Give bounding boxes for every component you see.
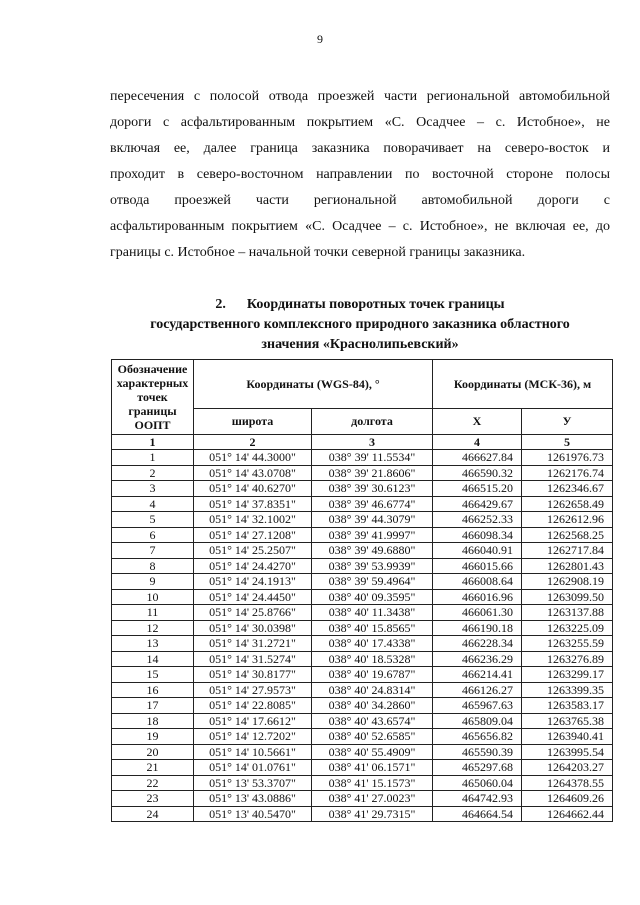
y-coordinate-cell: 1262568.25 [522,527,613,543]
y-coordinate-cell: 1262346.67 [522,481,613,497]
table-row [112,589,613,605]
longitude-cell: 038° 39' 46.6774" [312,496,433,512]
y-coordinate-cell: 1261976.73 [522,450,613,466]
header-msk36: Координаты (МСК-36), м [433,360,613,409]
table-row [112,775,613,791]
header-longitude: долгота [312,409,433,435]
column-number-row [112,435,613,450]
table-row [112,450,613,466]
y-coordinate-cell: 1264662.44 [522,806,613,822]
point-number-cell: 3 [112,481,194,497]
point-number-cell: 22 [112,775,194,791]
point-number-cell: 6 [112,527,194,543]
x-coordinate-cell: 464742.93 [433,791,522,807]
table-row [112,682,613,698]
table-row [112,698,613,714]
longitude-cell: 038° 40' 09.3595" [312,589,433,605]
longitude-cell: 038° 40' 24.8314" [312,682,433,698]
point-number-cell: 11 [112,605,194,621]
longitude-cell: 038° 40' 34.2860" [312,698,433,714]
column-number: 5 [522,435,613,450]
latitude-cell: 051° 14' 30.0398" [194,620,312,636]
longitude-cell: 038° 39' 11.5534" [312,450,433,466]
latitude-cell: 051° 14' 25.2507" [194,543,312,559]
paragraph-line: включая ее, далее граница заказника поворачивает на северо-восток и [110,141,610,156]
point-number-cell: 5 [112,512,194,528]
x-coordinate-cell: 465060.04 [433,775,522,791]
header-y: У [522,409,613,435]
y-coordinate-cell: 1263255.59 [522,636,613,652]
latitude-cell: 051° 14' 44.3000" [194,450,312,466]
latitude-cell: 051° 14' 24.4450" [194,589,312,605]
header-latitude: широта [194,409,312,435]
latitude-cell: 051° 13' 53.3707" [194,775,312,791]
table-row [112,806,613,822]
table-row [112,620,613,636]
table-row [112,496,613,512]
x-coordinate-cell: 466515.20 [433,481,522,497]
table-row [112,543,613,559]
column-number: 3 [312,435,433,450]
y-coordinate-cell: 1262612.96 [522,512,613,528]
x-coordinate-cell: 466590.32 [433,465,522,481]
coordinates-table-body [112,450,613,822]
latitude-cell: 051° 14' 24.4270" [194,558,312,574]
point-number-cell: 8 [112,558,194,574]
x-coordinate-cell: 466228.34 [433,636,522,652]
longitude-cell: 038° 40' 18.5328" [312,651,433,667]
longitude-cell: 038° 41' 29.7315" [312,806,433,822]
latitude-cell: 051° 14' 01.0761" [194,760,312,776]
point-number-cell: 21 [112,760,194,776]
table-row [112,558,613,574]
longitude-cell: 038° 40' 55.4909" [312,744,433,760]
point-number-cell: 16 [112,682,194,698]
x-coordinate-cell: 465809.04 [433,713,522,729]
longitude-cell: 038° 39' 21.8606" [312,465,433,481]
y-coordinate-cell: 1262658.49 [522,496,613,512]
point-number-cell: 19 [112,729,194,745]
longitude-cell: 038° 39' 59.4964" [312,574,433,590]
table-row [112,729,613,745]
x-coordinate-cell: 466008.64 [433,574,522,590]
point-number-cell: 2 [112,465,194,481]
point-number-cell: 20 [112,744,194,760]
longitude-cell: 038° 39' 41.9997" [312,527,433,543]
longitude-cell: 038° 39' 53.9939" [312,558,433,574]
paragraph-line: проходит в северо-восточном направлении по восточной стороне полосы [110,167,610,182]
paragraph-line: дороги с асфальтированным покрытием «С. Осадчее – с. Истобное», не [110,115,610,130]
latitude-cell: 051° 13' 40.5470" [194,806,312,822]
x-coordinate-cell: 466627.84 [433,450,522,466]
longitude-cell: 038° 40' 15.8565" [312,620,433,636]
latitude-cell: 051° 14' 27.9573" [194,682,312,698]
latitude-cell: 051° 14' 27.1208" [194,527,312,543]
paragraph-line: асфальтированным покрытием «С. Осадчее – с. Истобное», не включая ее, до [110,219,610,234]
y-coordinate-cell: 1262908.19 [522,574,613,590]
coordinates-table [111,359,613,822]
paragraph-line: пересечения с полосой отвода проезжей части региональной автомобильной [110,89,610,104]
longitude-cell: 038° 40' 17.4338" [312,636,433,652]
point-number-cell: 14 [112,651,194,667]
y-coordinate-cell: 1263276.89 [522,651,613,667]
longitude-cell: 038° 39' 44.3079" [312,512,433,528]
x-coordinate-cell: 466126.27 [433,682,522,698]
y-coordinate-cell: 1263765.38 [522,713,613,729]
longitude-cell: 038° 40' 43.6574" [312,713,433,729]
latitude-cell: 051° 14' 40.6270" [194,481,312,497]
point-number-cell: 24 [112,806,194,822]
latitude-cell: 051° 13' 43.0886" [194,791,312,807]
latitude-cell: 051° 14' 30.8177" [194,667,312,683]
x-coordinate-cell: 465656.82 [433,729,522,745]
x-coordinate-cell: 466061.30 [433,605,522,621]
y-coordinate-cell: 1263225.09 [522,620,613,636]
header-wgs84: Координаты (WGS-84), ° [194,360,433,409]
y-coordinate-cell: 1262801.43 [522,558,613,574]
table-row [112,651,613,667]
paragraph-line: отвода проезжей части региональной автомобильной дороги с [110,193,610,208]
header-designation: Обозначение характерных точек границы ООПТ [112,360,194,435]
section-heading [100,295,620,355]
x-coordinate-cell: 465590.39 [433,744,522,760]
latitude-cell: 051° 14' 17.6612" [194,713,312,729]
longitude-cell: 038° 39' 49.6880" [312,543,433,559]
longitude-cell: 038° 40' 19.6787" [312,667,433,683]
y-coordinate-cell: 1263099.50 [522,589,613,605]
table-row [112,713,613,729]
column-number: 1 [112,435,194,450]
latitude-cell: 051° 14' 31.2721" [194,636,312,652]
longitude-cell: 038° 41' 27.0023" [312,791,433,807]
latitude-cell: 051° 14' 31.5274" [194,651,312,667]
latitude-cell: 051° 14' 43.0708" [194,465,312,481]
paragraph-line: границы с. Истобное – начальной точки северной границы заказника. [110,245,526,260]
table-row [112,760,613,776]
x-coordinate-cell: 465967.63 [433,698,522,714]
y-coordinate-cell: 1264203.27 [522,760,613,776]
table-row [112,744,613,760]
latitude-cell: 051° 14' 22.8085" [194,698,312,714]
latitude-cell: 051° 14' 10.5661" [194,744,312,760]
point-number-cell: 10 [112,589,194,605]
table-row [112,636,613,652]
y-coordinate-cell: 1263995.54 [522,744,613,760]
point-number-cell: 17 [112,698,194,714]
column-number: 4 [433,435,522,450]
x-coordinate-cell: 466015.66 [433,558,522,574]
x-coordinate-cell: 466098.34 [433,527,522,543]
longitude-cell: 038° 39' 30.6123" [312,481,433,497]
longitude-cell: 038° 41' 06.1571" [312,760,433,776]
y-coordinate-cell: 1264378.55 [522,775,613,791]
table-row [112,512,613,528]
point-number-cell: 9 [112,574,194,590]
longitude-cell: 038° 41' 15.1573" [312,775,433,791]
table-row [112,791,613,807]
x-coordinate-cell: 466236.29 [433,651,522,667]
latitude-cell: 051° 14' 25.8766" [194,605,312,621]
header-x: X [433,409,522,435]
point-number-cell: 4 [112,496,194,512]
table-row [112,667,613,683]
x-coordinate-cell: 466214.41 [433,667,522,683]
latitude-cell: 051° 14' 32.1002" [194,512,312,528]
y-coordinate-cell: 1262717.84 [522,543,613,559]
x-coordinate-cell: 465297.68 [433,760,522,776]
longitude-cell: 038° 40' 11.3438" [312,605,433,621]
x-coordinate-cell: 466429.67 [433,496,522,512]
point-number-cell: 1 [112,450,194,466]
y-coordinate-cell: 1263940.41 [522,729,613,745]
point-number-cell: 12 [112,620,194,636]
longitude-cell: 038° 40' 52.6585" [312,729,433,745]
latitude-cell: 051° 14' 12.7202" [194,729,312,745]
y-coordinate-cell: 1263299.17 [522,667,613,683]
section-title-line-2: государственного комплексного природного заказника областного [150,317,570,332]
x-coordinate-cell: 466190.18 [433,620,522,636]
x-coordinate-cell: 466040.91 [433,543,522,559]
y-coordinate-cell: 1263583.17 [522,698,613,714]
latitude-cell: 051° 14' 24.1913" [194,574,312,590]
table-row [112,481,613,497]
x-coordinate-cell: 464664.54 [433,806,522,822]
column-number: 2 [194,435,312,450]
latitude-cell: 051° 14' 37.8351" [194,496,312,512]
table-row [112,574,613,590]
x-coordinate-cell: 466252.33 [433,512,522,528]
point-number-cell: 18 [112,713,194,729]
y-coordinate-cell: 1263399.35 [522,682,613,698]
body-paragraph [110,84,610,266]
y-coordinate-cell: 1264609.26 [522,791,613,807]
point-number-cell: 23 [112,791,194,807]
point-number-cell: 7 [112,543,194,559]
section-title-line-3: значения «Краснолипьевский» [261,337,459,352]
table-row [112,605,613,621]
table-row [112,527,613,543]
x-coordinate-cell: 466016.96 [433,589,522,605]
y-coordinate-cell: 1262176.74 [522,465,613,481]
page-number: 9 [317,32,323,46]
section-title-line-1: 2. Координаты поворотных точек границы [215,297,505,312]
point-number-cell: 13 [112,636,194,652]
table-row [112,465,613,481]
y-coordinate-cell: 1263137.88 [522,605,613,621]
point-number-cell: 15 [112,667,194,683]
